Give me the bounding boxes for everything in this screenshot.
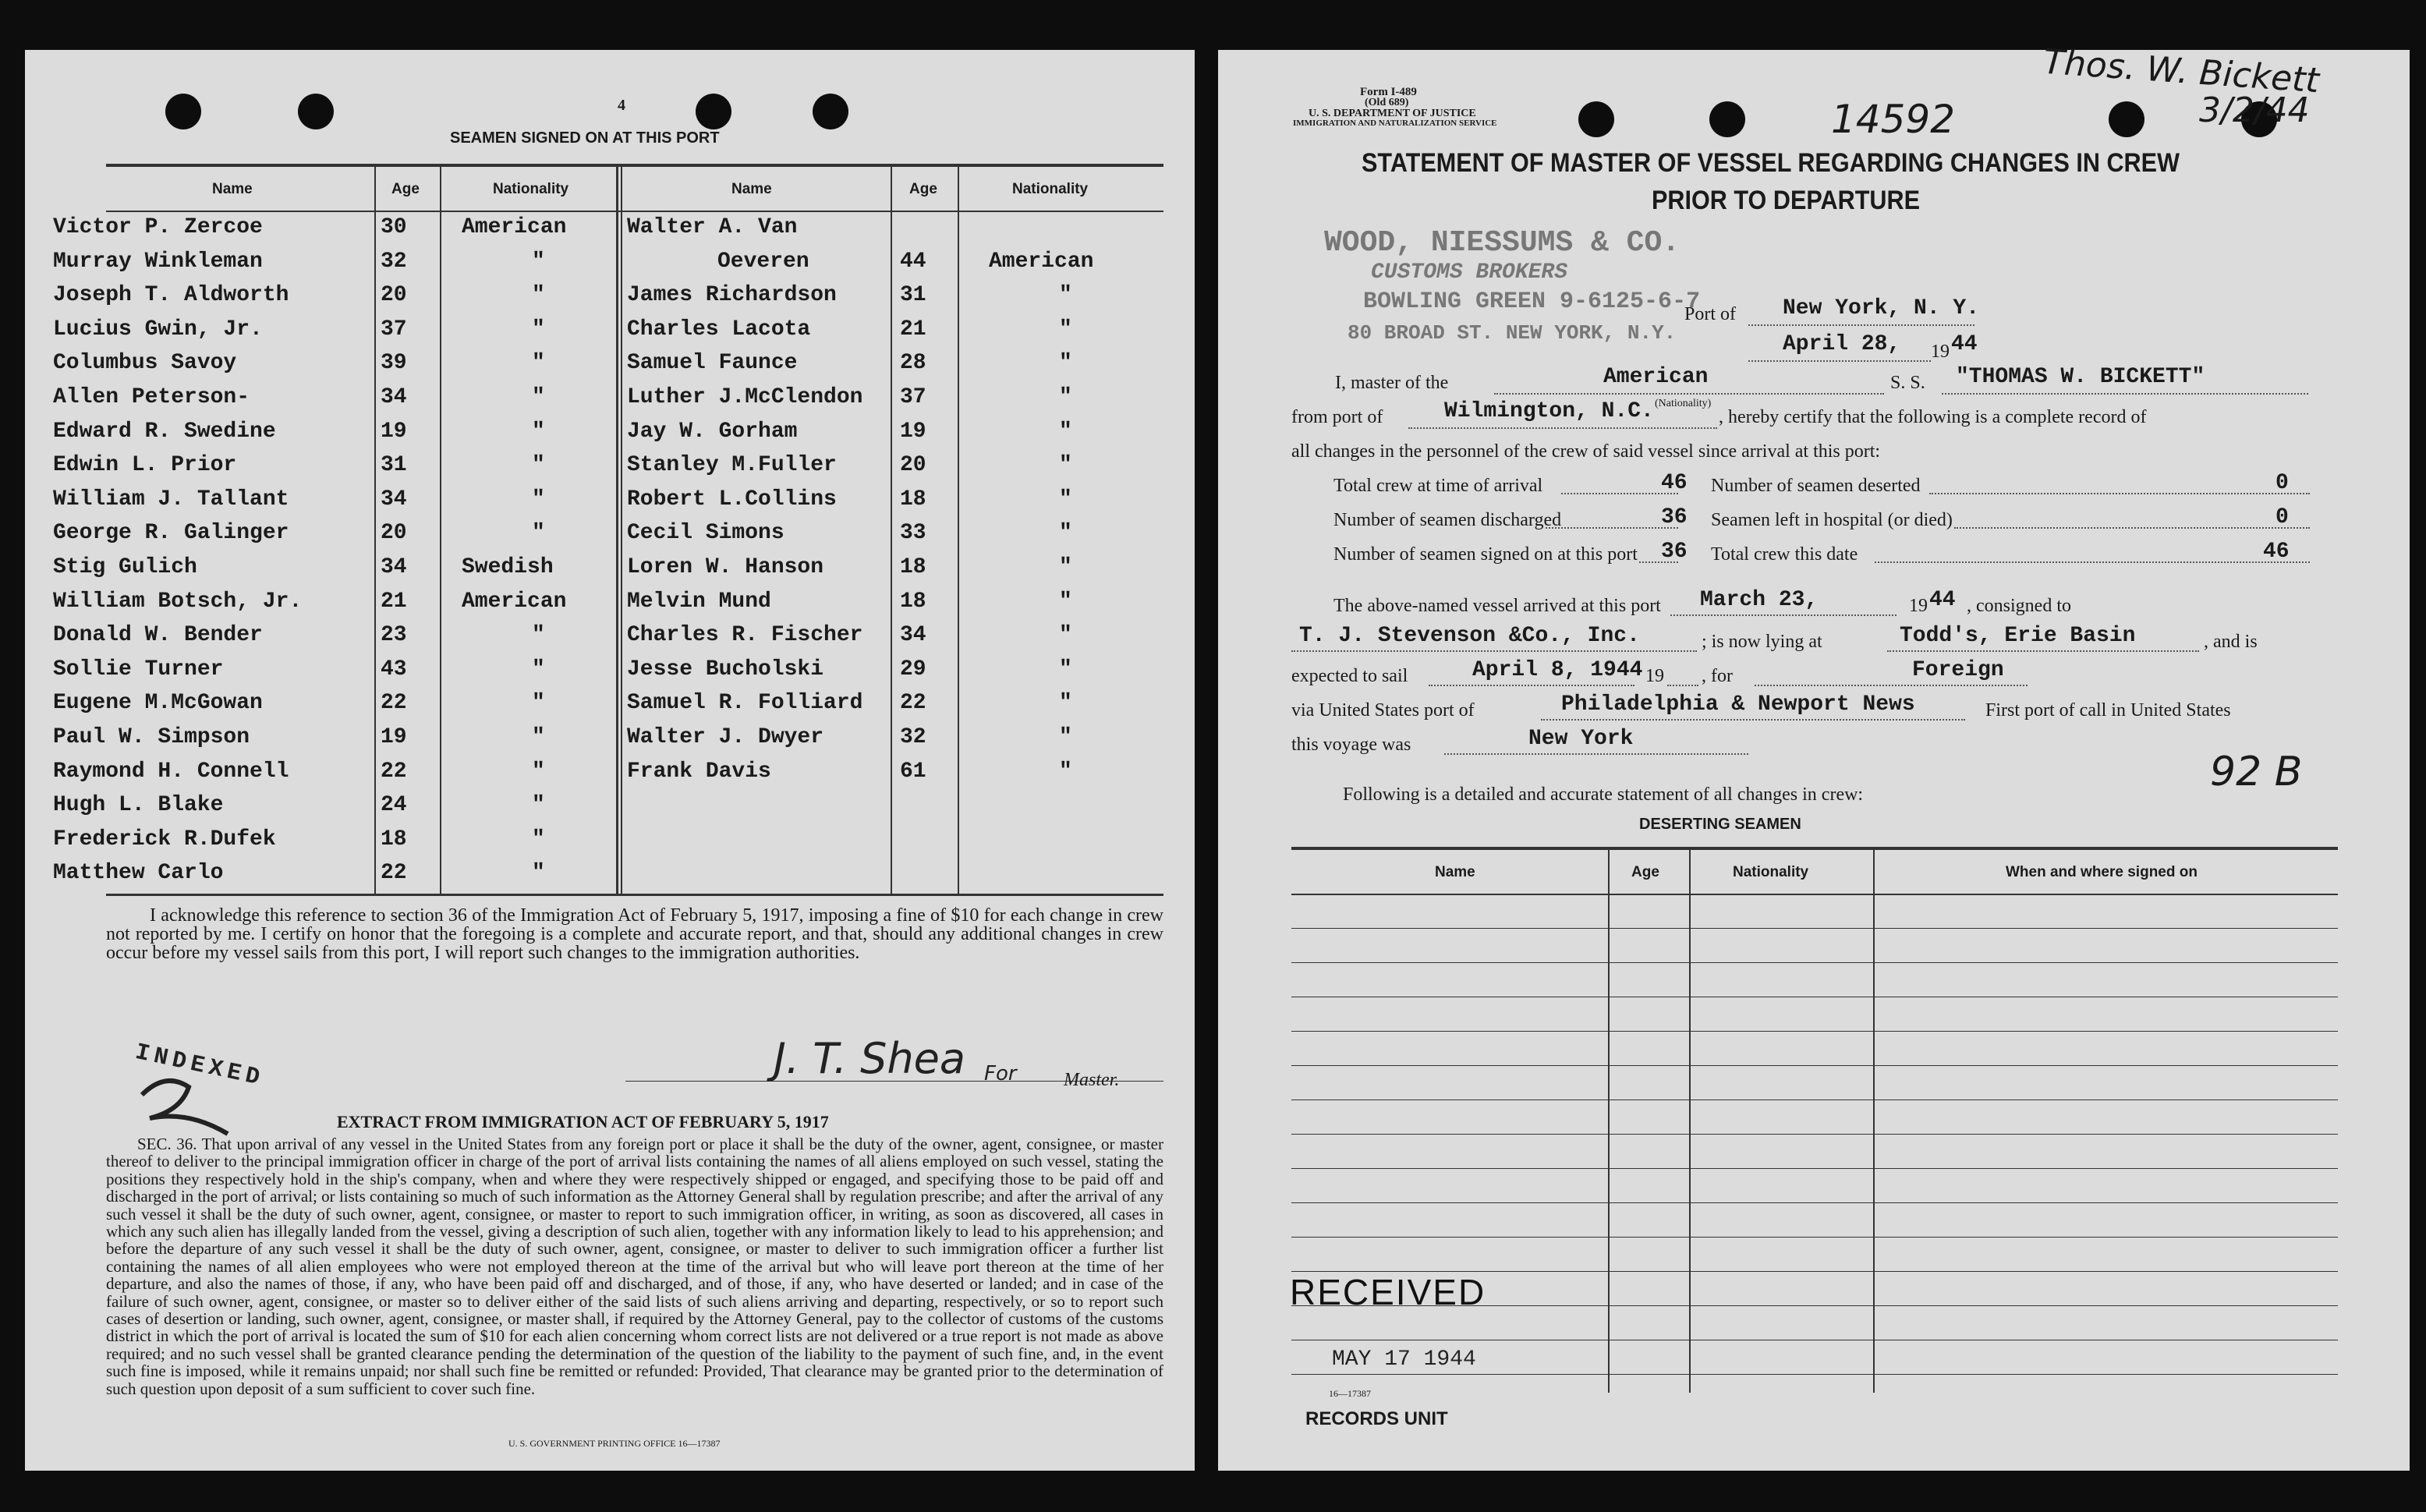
crew-cell-name: Loren W. Hanson <box>627 555 824 579</box>
crew-cell-name: Jay W. Gorham <box>627 419 798 444</box>
crew-cell-name: Samuel Faunce <box>627 351 798 376</box>
crew-cell-age: 43 <box>381 657 407 682</box>
crew-cell-nationality: " <box>1059 487 1072 512</box>
crew-cell-age: 28 <box>900 351 926 376</box>
crew-cell-nationality: " <box>1059 419 1072 444</box>
crew-cell-name: Columbus Savoy <box>53 351 237 376</box>
crew-cell-age: 37 <box>381 317 407 342</box>
crew-cell-name: Cecil Simons <box>627 521 784 546</box>
desert-col-name: Name <box>1435 864 1475 880</box>
crew-cell-nationality: " <box>532 385 545 409</box>
crew-cell-name: Raymond H. Connell <box>53 759 289 784</box>
following-text: Following is a detailed and accurate statement of all changes in crew: <box>1343 784 1864 805</box>
this-voyage-label: this voyage was <box>1291 735 1411 755</box>
crew-cell-nationality: " <box>532 249 545 274</box>
crew-cell-age: 19 <box>381 419 407 444</box>
crew-cell-nationality: " <box>1059 351 1072 376</box>
crew-cell-nationality: " <box>532 827 545 852</box>
deserting-seamen-heading: DESERTING SEAMEN <box>1639 816 1801 833</box>
seamen-hospital: 0 <box>2275 505 2289 529</box>
total-crew-date: 46 <box>2263 540 2290 564</box>
crew-cell-name: Edwin L. Prior <box>53 453 237 478</box>
crew-cell-name: Murray Winkleman <box>53 249 263 274</box>
via-value: Philadelphia & Newport News <box>1561 692 1915 717</box>
crew-cell-name: Matthew Carlo <box>53 861 224 886</box>
crew-cell-nationality: " <box>532 419 545 444</box>
lying-label: ; is now lying at <box>1702 632 1822 652</box>
crew-cell-age: 19 <box>900 419 926 444</box>
crew-cell-age: 18 <box>900 555 926 579</box>
left-page <box>25 50 1195 1471</box>
nationality-caption: (Nationality) <box>1655 398 1712 409</box>
crew-cell-age: 20 <box>900 453 926 478</box>
crew-cell-age: 34 <box>381 487 407 512</box>
file-number: 14592 <box>1831 97 1956 142</box>
crew-cell-nationality: American <box>989 249 1094 274</box>
crew-cell-age: 20 <box>381 283 407 308</box>
table-row <box>1291 1374 2338 1375</box>
crew-cell-nationality: " <box>532 453 545 478</box>
crew-cell-age: 33 <box>900 521 926 546</box>
punch-hole <box>2109 101 2144 137</box>
printing-office-note: U. S. GOVERNMENT PRINTING OFFICE 16—17387 <box>508 1438 721 1449</box>
crew-cell-name: Robert L.Collins <box>627 487 837 512</box>
col-header-name: Name <box>731 181 772 197</box>
crew-cell-name: Melvin Mund <box>627 589 771 614</box>
crew-cell-name: Charles R. Fischer <box>627 623 863 648</box>
punch-hole <box>813 94 848 129</box>
right-page: Form I-489 (Old 689) U. S. DEPARTMENT OF JUSTICE IMMIGRATION AND NATURALIZATION SERVICE 14592 Thos. W. Bickett 3/2/44 STATEMENT OF MASTER OF VESSEL REGARDING CHANGES IN CREW PRIOR TO DEPARTURE WOOD, NIESSUMS & CO. CUSTOMS BROKERS BOWLING GREEN 9-6125-6-7 80 BROAD ST. NEW YORK, N.Y. Port of New York, N. Y. April 28, 19 44 I, master of the American (Nationality) S. S. "THOMAS W. BICKETT" from port of Wilmington, N.C. , hereby certify that the following is a complete record of all changes in the personnel of the crew of said vessel since arrival at this port: Total crew at time of arrival 46 Number of seamen discharged 36 Number of seamen signed on at this port 36 Number of seamen deserted 0 Seamen left in hospital (or died) 0 Total crew this date 46 The above-named vessel arrived at this port March 23, 19 44 , consigned to T. J. Stevenson &Co., Inc. ; is now lying at Todd's, Erie Basin , and is expected to sail April 8, 1944 19 , for Foreign via United States port of Philadelphia & Newport News First port of call in United States this voyage was New York 92 B Following is a detailed and accurate statement of all changes in crew: DESERTING SEAMEN Name Age Nationality When and where signed on RECEIVED MAY 17 1944 16—17387 RECORDS UNIT <box>1218 50 2410 1471</box>
crew-cell-age: 23 <box>381 623 407 648</box>
crew-cell-name: Stanley M.Fuller <box>627 453 837 478</box>
crew-cell-age: 31 <box>900 283 926 308</box>
desert-col-nationality: Nationality <box>1733 864 1809 880</box>
col-header-nationality: Nationality <box>493 181 569 197</box>
crew-cell-nationality: " <box>1059 623 1072 648</box>
lying-value: Todd's, Erie Basin <box>1900 624 2136 648</box>
crew-cell-age: 24 <box>381 793 407 818</box>
crew-cell-age: 19 <box>381 725 407 749</box>
table-row <box>1291 1202 2338 1203</box>
crew-cell-name: Frank Davis <box>627 759 771 784</box>
department-name: U. S. DEPARTMENT OF JUSTICE <box>1309 108 1476 119</box>
crew-cell-name: William J. Tallant <box>53 487 289 512</box>
crew-cell-age: 21 <box>900 317 926 342</box>
crew-cell-name: Victor P. Zercoe <box>53 215 263 239</box>
crew-cell-name: Allen Peterson- <box>53 385 250 409</box>
crew-cell-age: 22 <box>900 691 926 716</box>
crew-cell-name: Charles Lacota <box>627 317 811 342</box>
table-row <box>1291 1031 2338 1032</box>
crew-cell-nationality: " <box>532 623 545 648</box>
crew-cell-name: Frederick R.Dufek <box>53 827 276 852</box>
crew-cell-name: Joseph T. Aldworth <box>53 283 289 308</box>
consignee-value: T. J. Stevenson &Co., Inc. <box>1299 624 1640 648</box>
first-port-label: First port of call in United States <box>1985 700 2231 721</box>
form-title-line1: STATEMENT OF MASTER OF VESSEL REGARDING CHANGES IN CREW <box>1362 148 2180 178</box>
crew-cell-name: Donald W. Bender <box>53 623 263 648</box>
punch-hole <box>1578 101 1614 137</box>
ss-label: S. S. <box>1890 373 1925 393</box>
crew-cell-name: Oeveren <box>717 249 809 274</box>
acknowledgement-text: I acknowledge this reference to section 36 of the Immigration Act of February 5, 1917, imposing a fine of $10 for each change in crew not reported by me. I certify on honor that the foregoing is a complete and accurate report, and that, should any additional changes in crew occur before my vessel sails from this port, I will report such changes to the immigration authorities. <box>106 905 1163 963</box>
crew-cell-age: 31 <box>381 453 407 478</box>
expected-value: April 8, 1944 <box>1472 658 1643 682</box>
from-port-label: from port of <box>1291 407 1383 427</box>
punch-hole <box>696 94 731 129</box>
crew-cell-age: 39 <box>381 351 407 376</box>
col-header-name: Name <box>212 181 253 197</box>
table-row <box>1291 1237 2338 1238</box>
crew-cell-nationality: " <box>532 657 545 682</box>
arrived-year: 44 <box>1929 588 1956 612</box>
crew-cell-nationality: " <box>1059 521 1072 546</box>
crew-cell-age: 32 <box>900 725 926 749</box>
table-row <box>1291 928 2338 929</box>
for-label: , for <box>1702 666 1733 686</box>
form-old-number: (Old 689) <box>1365 97 1409 108</box>
table-row <box>1291 1099 2338 1100</box>
handwritten-date: 3/2/44 <box>2199 90 2310 130</box>
col-header-age: Age <box>391 181 420 197</box>
page-number: 4 <box>618 97 625 114</box>
crew-cell-nationality: " <box>1059 385 1072 409</box>
section-36-text: SEC. 36. That upon arrival of any vessel in the United States from any foreign port or place it shall be the duty of the owner, agent, consignee, or master thereof to deliver to the principal immigration officer in charge of the port of arrival lists containing the names of all aliens employed on such vessel, stating the positions they respectively hold in the ship's company, when and where they were respectively shipped or engaged, and specifying those to be paid off and discharged in the port of arrival; or lists containing so much of such information as the Attorney General shall by regulation prescribe; and after the arrival of any such vessel it shall be the duty of such owner, agent, consignee, or master to report to such immigration officer, in writing, as soon as discovered, all cases in which any such alien has illegally landed from the vessel, giving a description of such alien, together with any information likely to lead to his apprehension; and before the departure of any such vessel it shall be the duty of such owner, agent, consignee, or master to deliver to such immigration officer a further list containing the names of all alien employees who were not employed thereon at the time of the arrival but who will leave port thereon at the time of her departure, and also the names of those, if any, who have been paid off and discharged, and of those, if any, who have deserted or landed; and in case of the failure of such owner, agent, consignee, or master so to deliver either of the said lists of such aliens arriving and departing, respectively, or so to report such cases of desertion or landing, such owner, agent, consignee, or master shall, if required by the Attorney General, pay to the collector of customs of the customs district in which the port of arrival is located the sum of $10 for each alien concerning whom correct lists are not delivered or a true report is not made as above required; and no such vessel shall be granted clearance pending the determination of the question of the liability to the payment of such fine, and, in the event such fine is imposed, while it remains unpaid; nor shall such fine be remitted or refunded: Provided, That clearance may be granted prior to the determination of such question upon deposit of a sum sufficient to cover such fine. <box>106 1135 1163 1398</box>
crew-cell-nationality: " <box>1059 725 1072 749</box>
crew-cell-nationality: " <box>1059 759 1072 784</box>
expected-year-prefix: 19 <box>1645 666 1664 686</box>
table-row <box>1291 1065 2338 1066</box>
punch-hole <box>165 94 201 129</box>
for-value: Foreign <box>1912 658 2004 682</box>
crew-cell-nationality: " <box>532 351 545 376</box>
crew-cell-name: Paul W. Simpson <box>53 725 250 749</box>
crew-cell-name: Samuel R. Folliard <box>627 691 863 716</box>
master-label: Master. <box>1064 1070 1120 1090</box>
crew-cell-name: Luther J.McClendon <box>627 385 863 409</box>
desert-col-when-where: When and where signed on <box>2006 864 2198 880</box>
crew-cell-age: 30 <box>381 215 407 239</box>
crew-cell-age: 22 <box>381 691 407 716</box>
punch-hole <box>1709 101 1745 137</box>
crew-cell-age: 18 <box>381 827 407 852</box>
table-row <box>1291 962 2338 963</box>
crew-cell-age: 34 <box>900 623 926 648</box>
crew-cell-nationality: American <box>462 215 567 239</box>
crew-cell-name: Jesse Bucholski <box>627 657 824 682</box>
crew-cell-nationality: " <box>532 487 545 512</box>
received-stamp: RECEIVED <box>1290 1272 1486 1312</box>
crew-cell-nationality: American <box>462 589 567 614</box>
crew-cell-name: George R. Galinger <box>53 521 289 546</box>
crew-cell-nationality: " <box>1059 317 1072 342</box>
crew-cell-nationality: " <box>1059 453 1072 478</box>
col-header-age: Age <box>909 181 937 197</box>
arrived-value: March 23, <box>1700 588 1819 612</box>
crew-cell-age: 20 <box>381 521 407 546</box>
crew-cell-age: 22 <box>381 861 407 886</box>
handwritten-vessel-name: Thos. W. Bickett <box>2042 41 2321 101</box>
crew-cell-age: 32 <box>381 249 407 274</box>
records-unit-stamp: RECORDS UNIT <box>1305 1408 1448 1429</box>
crew-cell-age: 21 <box>381 589 407 614</box>
crew-cell-age: 18 <box>900 487 926 512</box>
ship-name: "THOMAS W. BICKETT" <box>1956 365 2205 389</box>
desert-col-age: Age <box>1631 864 1659 880</box>
nationality-value: American <box>1603 365 1709 389</box>
crew-cell-nationality: " <box>532 725 545 749</box>
port-value: New York, N. Y. <box>1783 296 1980 320</box>
crew-cell-name: Hugh L. Blake <box>53 793 224 818</box>
extract-heading: EXTRACT FROM IMMIGRATION ACT OF FEBRUARY 5, 1917 <box>337 1112 829 1131</box>
expected-label: expected to sail <box>1291 666 1408 686</box>
crew-cell-nationality: Swedish <box>462 555 554 579</box>
master-signature: J. T. Shea <box>774 1034 965 1083</box>
col-header-nationality: Nationality <box>1012 181 1089 197</box>
seamen-signed-on: 36 <box>1661 540 1688 564</box>
crew-cell-age: 22 <box>381 759 407 784</box>
crew-cell-name: Sollie Turner <box>53 657 224 682</box>
from-port-value: Wilmington, N.C. <box>1444 399 1654 423</box>
signature-for: For <box>984 1062 1017 1085</box>
crew-cell-nationality: " <box>532 793 545 818</box>
year-prefix: 19 <box>1931 342 1950 362</box>
crew-cell-age: 37 <box>900 385 926 409</box>
crew-cell-age: 44 <box>900 249 926 274</box>
crew-cell-nationality: " <box>532 283 545 308</box>
and-is-label: , and is <box>2204 632 2258 652</box>
crew-cell-age: 61 <box>900 759 926 784</box>
indexed-mark <box>119 1064 243 1142</box>
crew-cell-name: James Richardson <box>627 283 837 308</box>
indexed-stamp: INDEXED <box>133 1039 267 1093</box>
date-value: April 28, <box>1783 332 1901 356</box>
form-code: 16—17387 <box>1329 1388 1371 1399</box>
seamen-discharged: 36 <box>1661 505 1688 529</box>
this-voyage-value: New York <box>1528 727 1634 751</box>
master-of-label: I, master of the <box>1335 373 1449 393</box>
arrived-label: The above-named vessel arrived at this port <box>1333 596 1661 616</box>
crew-cell-nationality: " <box>1059 283 1072 308</box>
crew-cell-name: Walter J. Dwyer <box>627 725 824 749</box>
seamen-deserted: 0 <box>2275 471 2289 495</box>
crew-cell-nationality: " <box>532 691 545 716</box>
signed-on-heading: SEAMEN SIGNED ON AT THIS PORT <box>450 129 720 147</box>
total-crew-arrival: 46 <box>1661 471 1688 495</box>
crew-cell-name: Edward R. Swedine <box>53 419 276 444</box>
crew-cell-name: Eugene M.McGowan <box>53 691 263 716</box>
crew-cell-name: Walter A. Van <box>627 215 798 239</box>
crew-cell-nationality: " <box>532 861 545 886</box>
table-row <box>1291 1134 2338 1135</box>
port-label: Port of <box>1684 304 1736 324</box>
crew-cell-nationality: " <box>1059 555 1072 579</box>
table-row <box>1291 1168 2338 1169</box>
received-date: MAY 17 1944 <box>1332 1347 1476 1372</box>
crew-cell-age: 29 <box>900 657 926 682</box>
crew-cell-nationality: " <box>1059 589 1072 614</box>
via-label: via United States port of <box>1291 700 1475 721</box>
crew-cell-name: Stig Gulich <box>53 555 197 579</box>
all-changes-text: all changes in the personnel of the crew of said vessel since arrival at this port: <box>1291 441 1881 462</box>
crew-cell-age: 34 <box>381 385 407 409</box>
crew-cell-nationality: " <box>1059 657 1072 682</box>
crew-cell-nationality: " <box>532 759 545 784</box>
crew-cell-name: William Botsch, Jr. <box>53 589 303 614</box>
crew-cell-name: Lucius Gwin, Jr. <box>53 317 263 342</box>
certify-text: , hereby certify that the following is a complete record of <box>1719 407 2147 427</box>
crew-cell-age: 18 <box>900 589 926 614</box>
crew-cell-nationality: " <box>532 521 545 546</box>
year-value: 44 <box>1951 332 1978 356</box>
consigned-label: , consigned to <box>1967 596 2071 616</box>
crew-cell-nationality: " <box>532 317 545 342</box>
service-name: IMMIGRATION AND NATURALIZATION SERVICE <box>1293 119 1497 128</box>
handwritten-code: 92 B <box>2210 749 2303 795</box>
form-number: Form I-489 <box>1360 86 1417 98</box>
punch-hole <box>298 94 334 129</box>
form-title-line2: PRIOR TO DEPARTURE <box>1652 186 1920 215</box>
arrived-year-prefix: 19 <box>1909 596 1928 616</box>
crew-cell-nationality: " <box>1059 691 1072 716</box>
crew-cell-age: 34 <box>381 555 407 579</box>
